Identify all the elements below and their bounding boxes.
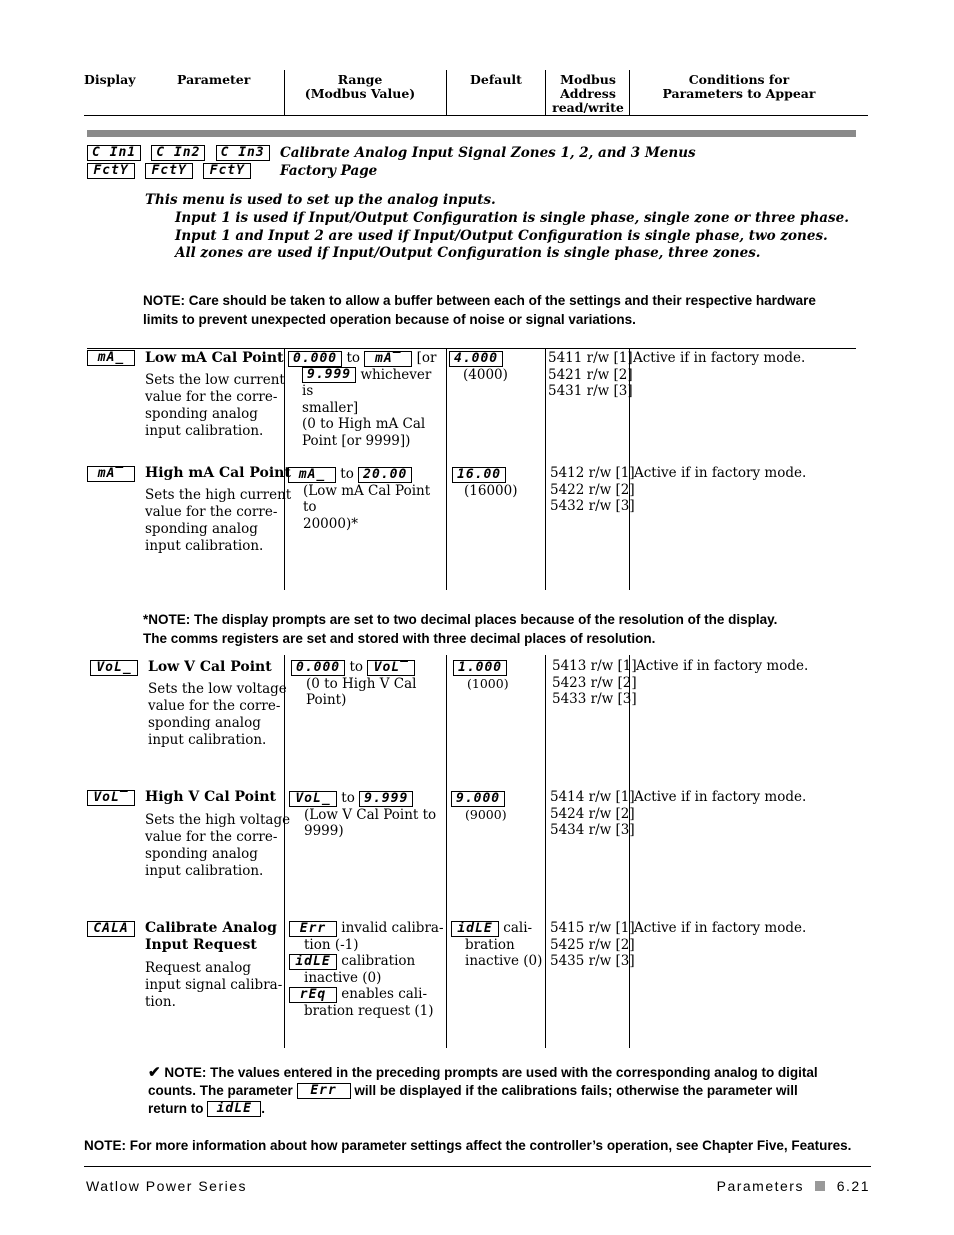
row5-modbus: 5415 r/w [1] 5425 r/w [2] 5435 r/w [3] [550,920,635,969]
row4-display: VoL‾ [87,790,135,806]
row3-modbus: 5413 r/w [1] 5423 r/w [2] 5433 r/w [3] [552,658,637,707]
row3-name: Low V Cal Point [148,659,272,675]
row2-display: mA‾ [87,466,135,482]
row1-range: 0.000 to mA‾ [or 9.999 whichever is smaller] (0 to High mA Cal Point [or 9999]) [288,350,444,449]
row3-default: 1.000 (1000) [453,659,509,692]
row3-display: VoL_ [90,660,138,676]
header-range: Range (Modbus Value) [304,72,416,101]
square-icon [815,1181,825,1191]
menu-code-3: C In3 [216,145,270,161]
row1-desc: Sets the low current value for the corre- sponding analog input calibration. [145,372,285,439]
row2-default: 16.00 (16000) [452,466,517,499]
footer-rule [84,1166,871,1167]
header-rule [84,115,868,116]
row2-condition: Active if in factory mode. [634,465,807,481]
table-row [90,660,138,676]
table-row [87,350,135,366]
row1-name: Low mA Cal Point [145,350,284,366]
header-modbus: Modbus Address read/write [552,72,624,115]
page-code-3: FctY [203,163,251,179]
note-calibration: ✔ NOTE: The values entered in the preceding prompts are used with the corresponding analog to digital counts. The parameter Err will be displayed if the calibrations fails; otherwise the parameter will return to idLE . [148,1064,818,1117]
row5-display: CALA [87,921,135,937]
row3-condition: Active if in factory mode. [636,658,809,674]
note-more-info: NOTE: For more information about how parameter settings affect the controller’s operation, see Chapter Five, Features. [84,1138,852,1153]
check-icon: ✔ [148,1064,161,1081]
row2-desc: Sets the high current value for the corre- sponding analog input calibration. [145,487,292,554]
row2-range: mA_ to 20.00 (Low mA Cal Point to 20000)* [288,466,446,532]
page-code-1: FctY [87,163,135,179]
header-conditions: Conditions for Parameters to Appear [662,72,816,101]
row1-display: mA_ [87,350,135,366]
footer-left: Watlow Power Series [86,1178,248,1194]
note-buffer: NOTE: Care should be taken to allow a buffer between each of the settings and their respective hardware limits to prevent unexpected operation because of noise or signal variations. [143,293,816,327]
header-default: Default [470,72,522,87]
row2-name: High mA Cal Point [145,465,291,481]
section-band [87,130,856,137]
menu-code-1: C In1 [87,145,141,161]
row3-range: 0.000 to VoL‾ (0 to High V Cal Point) [291,659,445,709]
menu-intro: This menu is used to set up the analog inputs. [145,192,496,208]
table-row [87,466,135,482]
row1-default: 4.000 (4000) [449,350,508,383]
table-row [87,790,135,806]
footer-right: Parameters 6.21 [716,1178,870,1194]
row5-default: idLE cali- bration inactive (0) [451,920,542,970]
row5-desc: Request analog input signal calibra- tion. [145,960,283,1010]
row4-modbus: 5414 r/w [1] 5424 r/w [2] 5434 r/w [3] [550,789,635,838]
row4-desc: Sets the high voltage value for the corre- sponding analog input calibration. [145,812,291,879]
row1-condition: Active if in factory mode. [633,350,806,366]
row5-condition: Active if in factory mode. [634,920,807,936]
row2-modbus: 5412 r/w [1] 5422 r/w [2] 5432 r/w [3] [550,465,635,514]
menu-codes [87,145,270,181]
row4-name: High V Cal Point [145,789,276,805]
menu-code-2: C In2 [151,145,205,161]
menu-title: Calibrate Analog Input Signal Zones 1, 2, and 3 Menus [280,145,696,161]
menu-line-1: Input 1 is used if Input/Output Configuration is single phase, single zone or three phase. [175,210,849,226]
menu-page: Factory Page [280,163,378,179]
header-parameter: Parameter [177,72,251,87]
note-decimal: *NOTE: The display prompts are set to two decimal places because of the resolution of the display. The comms registers are set and stored with three decimal places of resolution. [143,612,778,646]
header-display: Display [84,72,136,87]
row4-range: VoL_ to 9.999 (Low V Cal Point to 9999) [289,790,445,840]
menu-line-2: Input 1 and Input 2 are used if Input/Output Configuration is single phase, two zones. [175,228,828,244]
row5-name: Calibrate Analog Input Request [145,920,277,953]
page-code-2: FctY [145,163,193,179]
row1-modbus: 5411 r/w [1] 5421 r/w [2] 5431 r/w [3] [548,350,633,399]
row3-desc: Sets the low voltage value for the corre- sponding analog input calibration. [148,681,287,748]
menu-line-3: All zones are used if Input/Output Configuration is single phase, three zones. [175,245,761,261]
row5-range: Err invalid calibra- tion (-1) idLE calibration inactive (0) rEq enables cali- bration request (1) [289,920,445,1019]
table-row [87,921,135,937]
row4-default: 9.000 (9000) [451,790,507,823]
row4-condition: Active if in factory mode. [634,789,807,805]
